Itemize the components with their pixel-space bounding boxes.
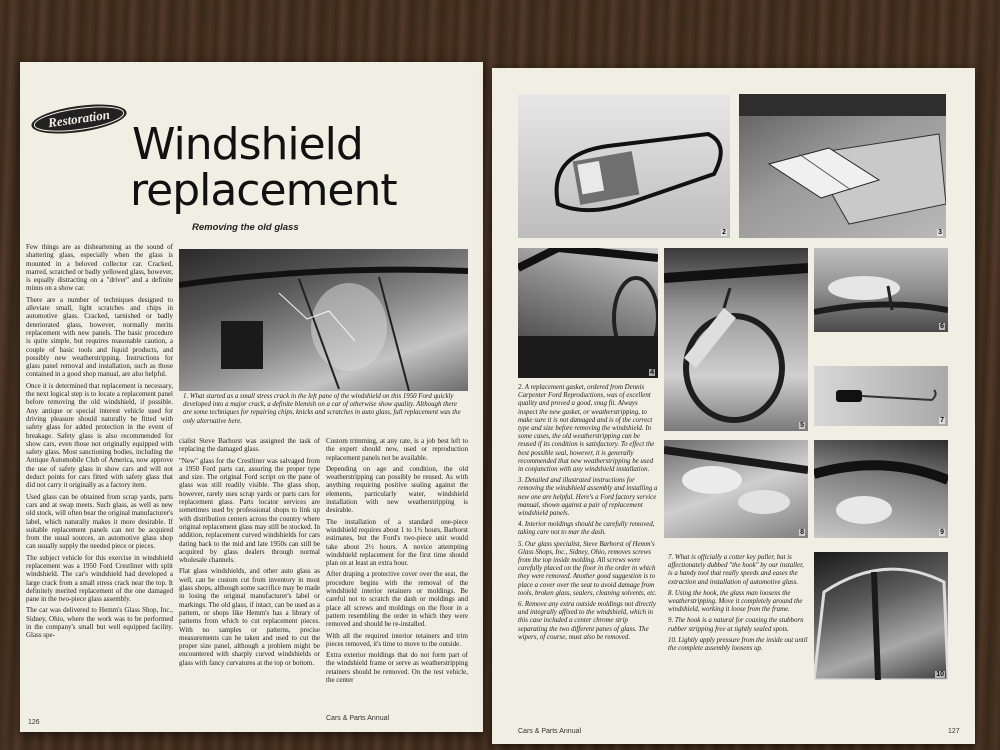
photo-6-outside-moldings: [814, 248, 948, 332]
paragraph: Flat glass windshields, and other auto glass as well, can be custom cut from inventory in most glass shops, although some sacrifice may be made in losing the original manufacturer's label or markings. The old glass, if intact, can be used as a pattern, or shops like Hemm's has a library of patterns from which to cut replacement pieces. With no samples or patterns, precise measurements can be taken and used to cut the proper size panel, although a problem might be encountered with sharply curved windshields or glass with fancy curvatures at the top or bottom.: [179, 567, 320, 667]
photo-number: 6: [940, 323, 944, 330]
article-title-line1: Windshield: [132, 119, 363, 170]
badge-text: Restoration: [47, 106, 111, 131]
photo-5-removing-screws: [664, 248, 808, 431]
paragraph: There are a number of techniques designed to alleviate small, light scratches and chips in automotive glass. Cracked, tarnished or badly deteriorated glass, however, normally merits replacement with new panels. The basic procedure is quite simple, but requires reasonable caution, a couple of basic tools and liquid products, and possibly new weatherstripping. Instructions for glass panel removal and installation, such as those contained in a good shop manual, are also helpful.: [26, 295, 173, 379]
photo-8-loosening-weatherstrip: [664, 440, 808, 538]
photo-2-gasket: [518, 94, 730, 238]
paragraph: Few things are as disheartening as the sound of shattering glass, especially when the glass is mounted in a beloved collector car. Cracked, marred, scratched or badly yellowed glass, however, is equally distracting on a "driver" and a definite minus on a show car.: [26, 243, 173, 293]
article-subtitle: Removing the old glass: [192, 222, 299, 233]
body-column-3: [326, 437, 468, 709]
right-magazine-page: [492, 68, 975, 744]
left-magazine-page: [20, 62, 483, 732]
paragraph: The subject vehicle for this exercise in windshield replacement was a 1950 Ford Crestliner with split windshield. The car's windshield had developed a large crack from a small stress crack near the top. It definitely merited replacement of the one damaged pane in the two-piece glass assembly.: [26, 553, 173, 604]
paragraph: The car was delivered to Hemm's Glass Shop, Inc., Sidney, Ohio, where the work was to be performed in the company's small but well equipped facility. Glass spe-: [26, 606, 173, 640]
caption-8: 8. Using the hook, the glass man loosens the weatherstripping. Move it completely around the windshield, working it loose from the frame.: [668, 589, 803, 614]
restoration-badge: [28, 100, 130, 138]
paragraph: cialist Steve Barhorst was assigned the task of replacing the damaged glass.: [179, 437, 320, 454]
body-column-1: [26, 243, 173, 723]
photo-number: 2: [722, 229, 726, 236]
captions-middle-column: [518, 384, 658, 734]
photo-number: 5: [800, 422, 804, 429]
caption-9: 9. The hook is a natural for coaxing the stubborn rubber stripping free at tightly sealed spots.: [668, 617, 804, 633]
caption-5: 5. Our glass specialist, Steve Barhorst of Hemm's Glass Shops, Inc., Sidney, Ohio, removes screws from the top inside molding. All screws were carefully placed on the floor in the order in which they were removed. Another good suggestion is to place a cover over the seat to avoid damage from tools, broken glass, sealers, cleaning solvents, etc.: [518, 540, 657, 597]
caption-10: 10. Lightly apply pressure from the inside out until the complete assembly loosens up.: [668, 636, 808, 653]
caption-6: 6. Remove any extra outside moldings not directly and integrally affixed to the windshield, which in this case included a center chrome strip separating the two different panes of glass. The wipers, of course, must also be removed.: [518, 601, 656, 641]
page-number: 127: [948, 728, 960, 735]
magazine-name: Cars & Parts Annual: [326, 715, 390, 722]
photo-7-cotter-key-puller: [814, 366, 948, 426]
photo-3-service-manual: [739, 94, 946, 238]
photo-9-stubborn-stripping: [814, 440, 948, 538]
paragraph: Used glass can be obtained from scrap yards, parts cars and at swap meets. Such glass, as well as new old stock, will often bear the original manufacturer's label, which naturally makes it more desirable. If suitable replacement panels can not be acquired from the usual sources, an automotive glass shop can usually supply the needed piece or pieces.: [26, 492, 173, 551]
photo-number: 3: [938, 229, 942, 236]
caption-4: 4. Interior moldings should be carefully removed, taking care not to mar the dash.: [518, 521, 655, 537]
photo-1-caption: 1. What started as a small stress crack in the left pane of the windshield on this 1950 Ford quickly developed into a major crack, a definite blemish on a car of otherwise show quality. Although there are some techniques for repairing chips, knicks and scratches in auto glass, full replacement was the only alternative here.: [183, 393, 461, 425]
caption-3: 3. Detailed and illustrated instructions for removing the windshield assembly and installing a new one are helpful. Here's a Ford factory service manual, shown against a pair of replacement windshield panels.: [518, 477, 658, 518]
magazine-name: Cars & Parts Annual: [518, 728, 582, 735]
photo-number: 10: [936, 671, 944, 678]
photo-number: 7: [940, 417, 944, 424]
photo-number: 9: [940, 529, 944, 536]
paragraph: After draping a protective cover over the seat, the procedure begins with the removal of the windshield interior retainers or moldings. Be careful not to scratch the dash or moldings and place all screws and moldings on the floor in a pattern resembling the order in which they were removed and should be re-installed.: [326, 570, 468, 629]
caption-7: 7. What is officially a cotter key puller, but is affectionately dubbed "the hook" by our installer, is a handy tool that really speeds and eases the extraction and installation of automotive glass.: [668, 554, 804, 586]
captions-right-column: [668, 554, 808, 730]
page-number: 126: [28, 719, 40, 726]
body-column-2: [179, 437, 320, 720]
paragraph: "New" glass for the Crestliner was salvaged from a 1950 Ford parts car, assuring the proper type and size. The original Ford script on the pane of glass was still readily visible. The glass shop, however, rarely uses scrap yards or parts cars for replacement glass. Parts locator services are sometimes used by professional shops to link up with distribution centers across the country where original replacement glass may still be stocked. In addition, replacement curved windshields for cars dating back to the mid and late 1950s can still be acquired by glass dealers through normal wholesale channels.: [179, 456, 320, 565]
photo-number: 8: [800, 529, 804, 536]
photo-1-cracked-windshield: [179, 249, 468, 391]
paragraph: Depending on age and condition, the old weatherstripping can possibly be reused. As with anything requiring positive sealing against the elements, particularly water, windshield installation with new weatherstripping is desirable.: [326, 464, 468, 515]
paragraph: The installation of a standard one-piece windshield requires about 1 to 1½ hours, Barhorst estimates, but the Ford's two-piece unit would take about 2½ hours. A novice attempting windshield replacement for the first time should plan on at least an extra hour.: [326, 517, 468, 568]
article-title-line2: replacement: [130, 165, 397, 216]
paragraph: With all the required interior retainers and trim pieces removed, it's time to move to the outside.: [326, 631, 468, 648]
paragraph: Custom trimming, at any rate, is a job best left to the expert should new, used or reproduction replacement panels not be available.: [326, 437, 468, 462]
caption-2: 2. A replacement gasket, ordered from Dennis Carpenter Ford Reproductions, was of excellent quality and proved a good, snug fit. Always inspect the new gasket, or weatherstripping, to make sure it is not damaged and is of the correct type and size before removing the windshield. In some cases, the old weatherstripping can be reused if its condition is satisfactory. To effect the best possible seal, however, it is generally recommended that new weatherstripping be used in conjunction with any windshield installation.: [518, 384, 655, 474]
photo-10-pushing-windshield: [814, 552, 948, 680]
photo-number: 4: [650, 369, 654, 376]
paragraph: Extra exterior moldings that do not form part of the windshield frame or serve as weatherstripping retainers should be removed. On the test vehicle, the center: [326, 651, 468, 685]
paragraph: Once it is determined that replacement is necessary, the next logical step is to locate a replacement panel before removing the old windshield, if possible. Any antique or special interest vehicle used for driving pleasure should naturally be fitted with safety glass for added protection in the event of breakage. Safety glass is also recommended for show cars, even those not originally equipped with safety glass. Most sanctioning bodies, including the Antique Automobile Club of America, now approve the use of safety glass in show cars and will not deduct points for cars fitted with safety glass that did not carry it originally as a factory item.: [26, 381, 173, 490]
photo-4-interior-moldings: [518, 248, 658, 378]
